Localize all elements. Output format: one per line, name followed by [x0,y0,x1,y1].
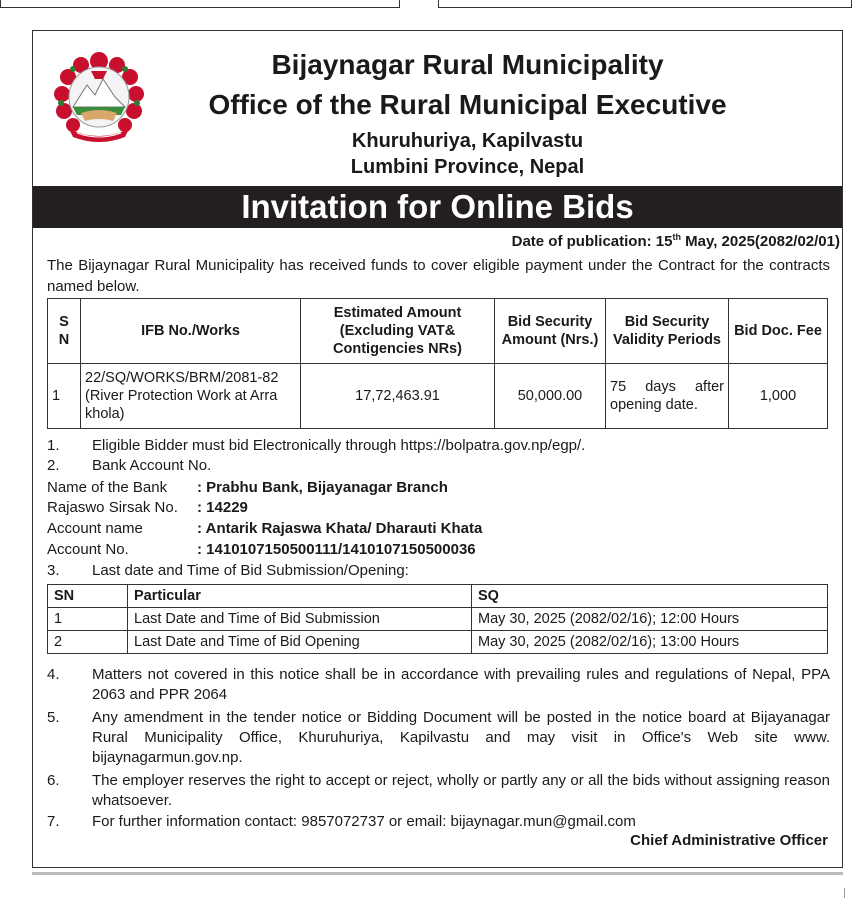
list-item [47,665,830,705]
intro-paragraph: The Bijaynagar Rural Municipality has received funds to cover eligible payment under the Contract for the contracts named below. [47,257,830,295]
notice-title-banner: Invitation for Online Bids [33,186,842,228]
list-item [47,561,830,581]
bid-amount-cell: 17,72,463.91 [301,364,495,429]
bid-table-header-row [48,299,828,364]
account-name-value: : Antarik Rajaswa Khata/ Dharauti Khata [197,520,483,537]
schedule-particular-cell: Last Date and Time of Bid Submission [128,608,472,631]
bid-ifb-cell: 22/SQ/WORKS/BRM/2081-82 (River Protection Work at Arra khola) [81,364,301,429]
bid-fee-cell: 1,000 [729,364,828,429]
sirsak-row [47,498,248,518]
list-item [47,456,830,476]
account-number-value: : 1410107150500111/1410107150500036 [197,541,476,558]
bank-name-value: : Prabhu Bank, Bijayanagar Branch [197,479,448,496]
bid-table-header-validity: Bid Security Validity Periods [606,299,729,364]
address-line-1: Khuruhuriya, Kapilvastu [351,130,584,152]
account-number-row [47,540,476,560]
sirsak-value: : 14229 [197,499,248,516]
bid-validity-cell: 75 days after opening date. [606,364,729,429]
table-row [48,608,828,631]
bank-name-row [47,478,448,498]
list-item [47,708,830,768]
schedule-header-sn: SN [48,585,128,608]
list-item-number: 1. [47,437,60,454]
list-item [47,436,830,456]
bid-table [47,298,828,429]
crop-mark [844,888,855,898]
list-item-text: Eligible Bidder must bid Electronically through https://bolpatra.gov.np/egp/. [92,437,586,454]
bid-table-header-ifb: IFB No./Works [81,299,301,364]
publication-date-rest: May, 2025(2082/02/01) [680,233,840,250]
schedule-sq-cell: May 30, 2025 (2082/02/16); 12:00 Hours [472,608,828,631]
account-name-label: Account name [47,520,143,537]
list-item-text: The employer reserves the right to accept or reject, wholly or partly any or all the bids without assigning reason whatsoever. [92,772,830,809]
municipality-name: Bijaynagar Rural Municipality [271,49,664,80]
previous-notice-border-right [438,0,852,8]
account-name-row [47,519,482,539]
bid-sn-cell: 1 [48,364,81,429]
table-row [48,364,828,429]
list-item-text: For further information contact: 9857072737 or email: bijaynagar.mun@gmail.com [92,813,636,830]
office-name: Office of the Rural Municipal Executive [208,89,727,120]
account-number-label: Account No. [47,541,129,558]
list-item-number: 4. [47,666,60,683]
list-item [47,771,830,811]
address-line-2: Lumbini Province, Nepal [350,156,585,178]
table-row [48,631,828,654]
schedule-header-sq: SQ [472,585,828,608]
sirsak-label: Rajaswo Sirsak No. [47,499,178,516]
bid-table-header-security: Bid Security Amount (Nrs.) [495,299,606,364]
bid-table-header-amount: Estimated Amount (Excluding VAT& Contigencies NRs) [301,299,495,364]
schedule-sn-cell: 1 [48,608,128,631]
list-item-number: 5. [47,709,60,726]
list-item-text: Bank Account No. [92,457,212,474]
page-divider [32,872,843,875]
bid-notice [32,30,843,868]
schedule-particular-cell: Last Date and Time of Bid Opening [128,631,472,654]
list-item-number: 3. [47,562,60,579]
signature-title: Chief Administrative Officer [630,832,828,849]
schedule-header-row [48,585,828,608]
list-item-text: Last date and Time of Bid Submission/Opening: [92,562,409,579]
schedule-table [47,584,828,654]
publication-date-suffix-ordinal: th [672,232,681,242]
publication-date [512,232,840,250]
schedule-sn-cell: 2 [48,631,128,654]
list-item-number: 6. [47,772,60,789]
publication-date-prefix: Date of publication: 15 [511,233,673,250]
previous-notice-border-left [0,0,400,8]
bid-table-header-sn: S N [48,299,81,364]
bank-name-label: Name of the Bank [47,479,168,496]
schedule-sq-cell: May 30, 2025 (2082/02/16); 13:00 Hours [472,631,828,654]
list-item-text: Any amendment in the tender notice or Bidding Document will be posted in the notice board at Bijayanagar Rural Municipality Office, Khuruhuriya, Kapilvastu and may visit in Office's Web site www. bijaynagarmun.gov.np. [92,709,830,766]
list-item [47,812,830,832]
bid-table-header-fee: Bid Doc. Fee [729,299,828,364]
list-item-text: Matters not covered in this notice shall be in accordance with prevailing rules and regulations of Nepal, PPA 2063 and PPR 2064 [92,666,830,703]
list-item-number: 7. [47,813,60,830]
schedule-header-particular: Particular [128,585,472,608]
list-item-number: 2. [47,457,60,474]
bid-security-cell: 50,000.00 [495,364,606,429]
